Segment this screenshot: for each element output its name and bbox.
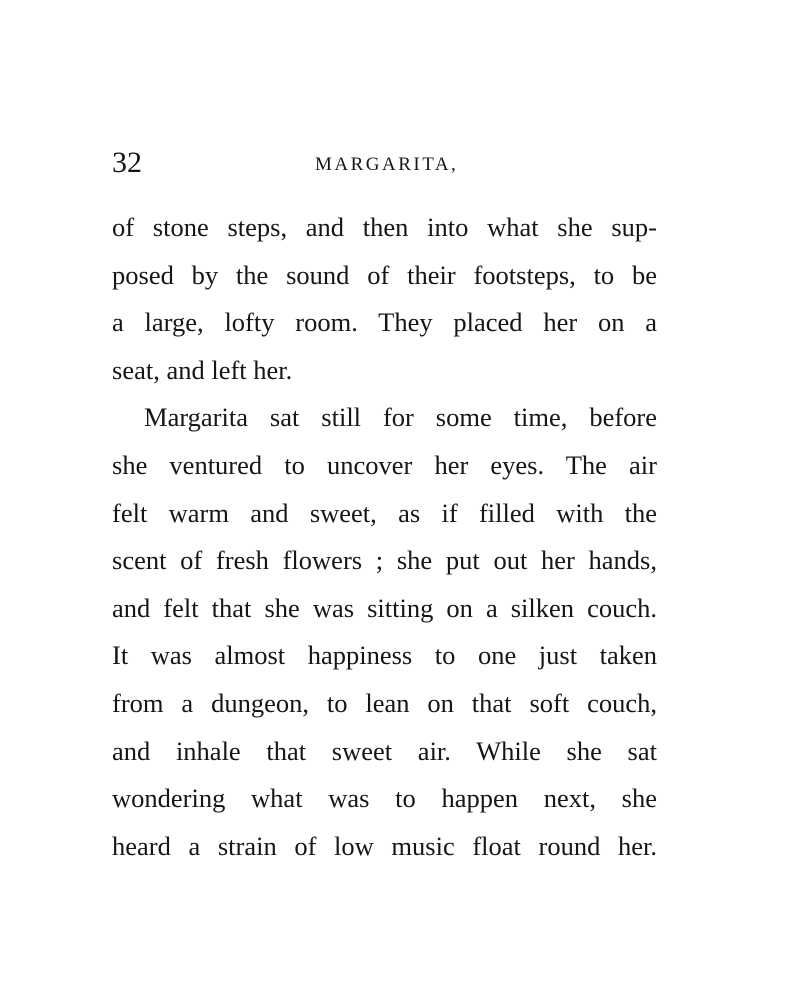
running-title: MARGARITA, (315, 154, 459, 175)
text-line: she ventured to uncover her eyes. The air (112, 449, 657, 480)
paragraph-2 (112, 394, 657, 870)
running-head (112, 146, 657, 180)
page-number: 32 (112, 146, 142, 179)
paragraph-1 (112, 204, 657, 394)
text-line: posed by the sound of their footsteps, to be (112, 259, 657, 290)
text-line: from a dungeon, to lean on that soft couch, (112, 687, 657, 718)
text-line: Margarita sat still for some time, before (144, 402, 657, 433)
text-line: It was almost happiness to one just taken (112, 640, 657, 671)
text-line: seat, and left her. (112, 354, 293, 385)
text-line: scent of fresh flowers ; she put out her hands, (112, 545, 657, 576)
text-line: of stone steps, and then into what she sup- (112, 212, 657, 242)
text-line: a large, lofty room. They placed her on a (112, 307, 657, 338)
text-line: felt warm and sweet, as if filled with the (112, 497, 657, 528)
text-line: wondering what was to happen next, she (112, 783, 657, 814)
body-text (112, 204, 657, 870)
text-line: and felt that she was sitting on a silken couch. (112, 592, 657, 623)
text-line: and inhale that sweet air. While she sat (112, 735, 657, 766)
text-line: heard a strain of low music float round her. (112, 830, 657, 861)
